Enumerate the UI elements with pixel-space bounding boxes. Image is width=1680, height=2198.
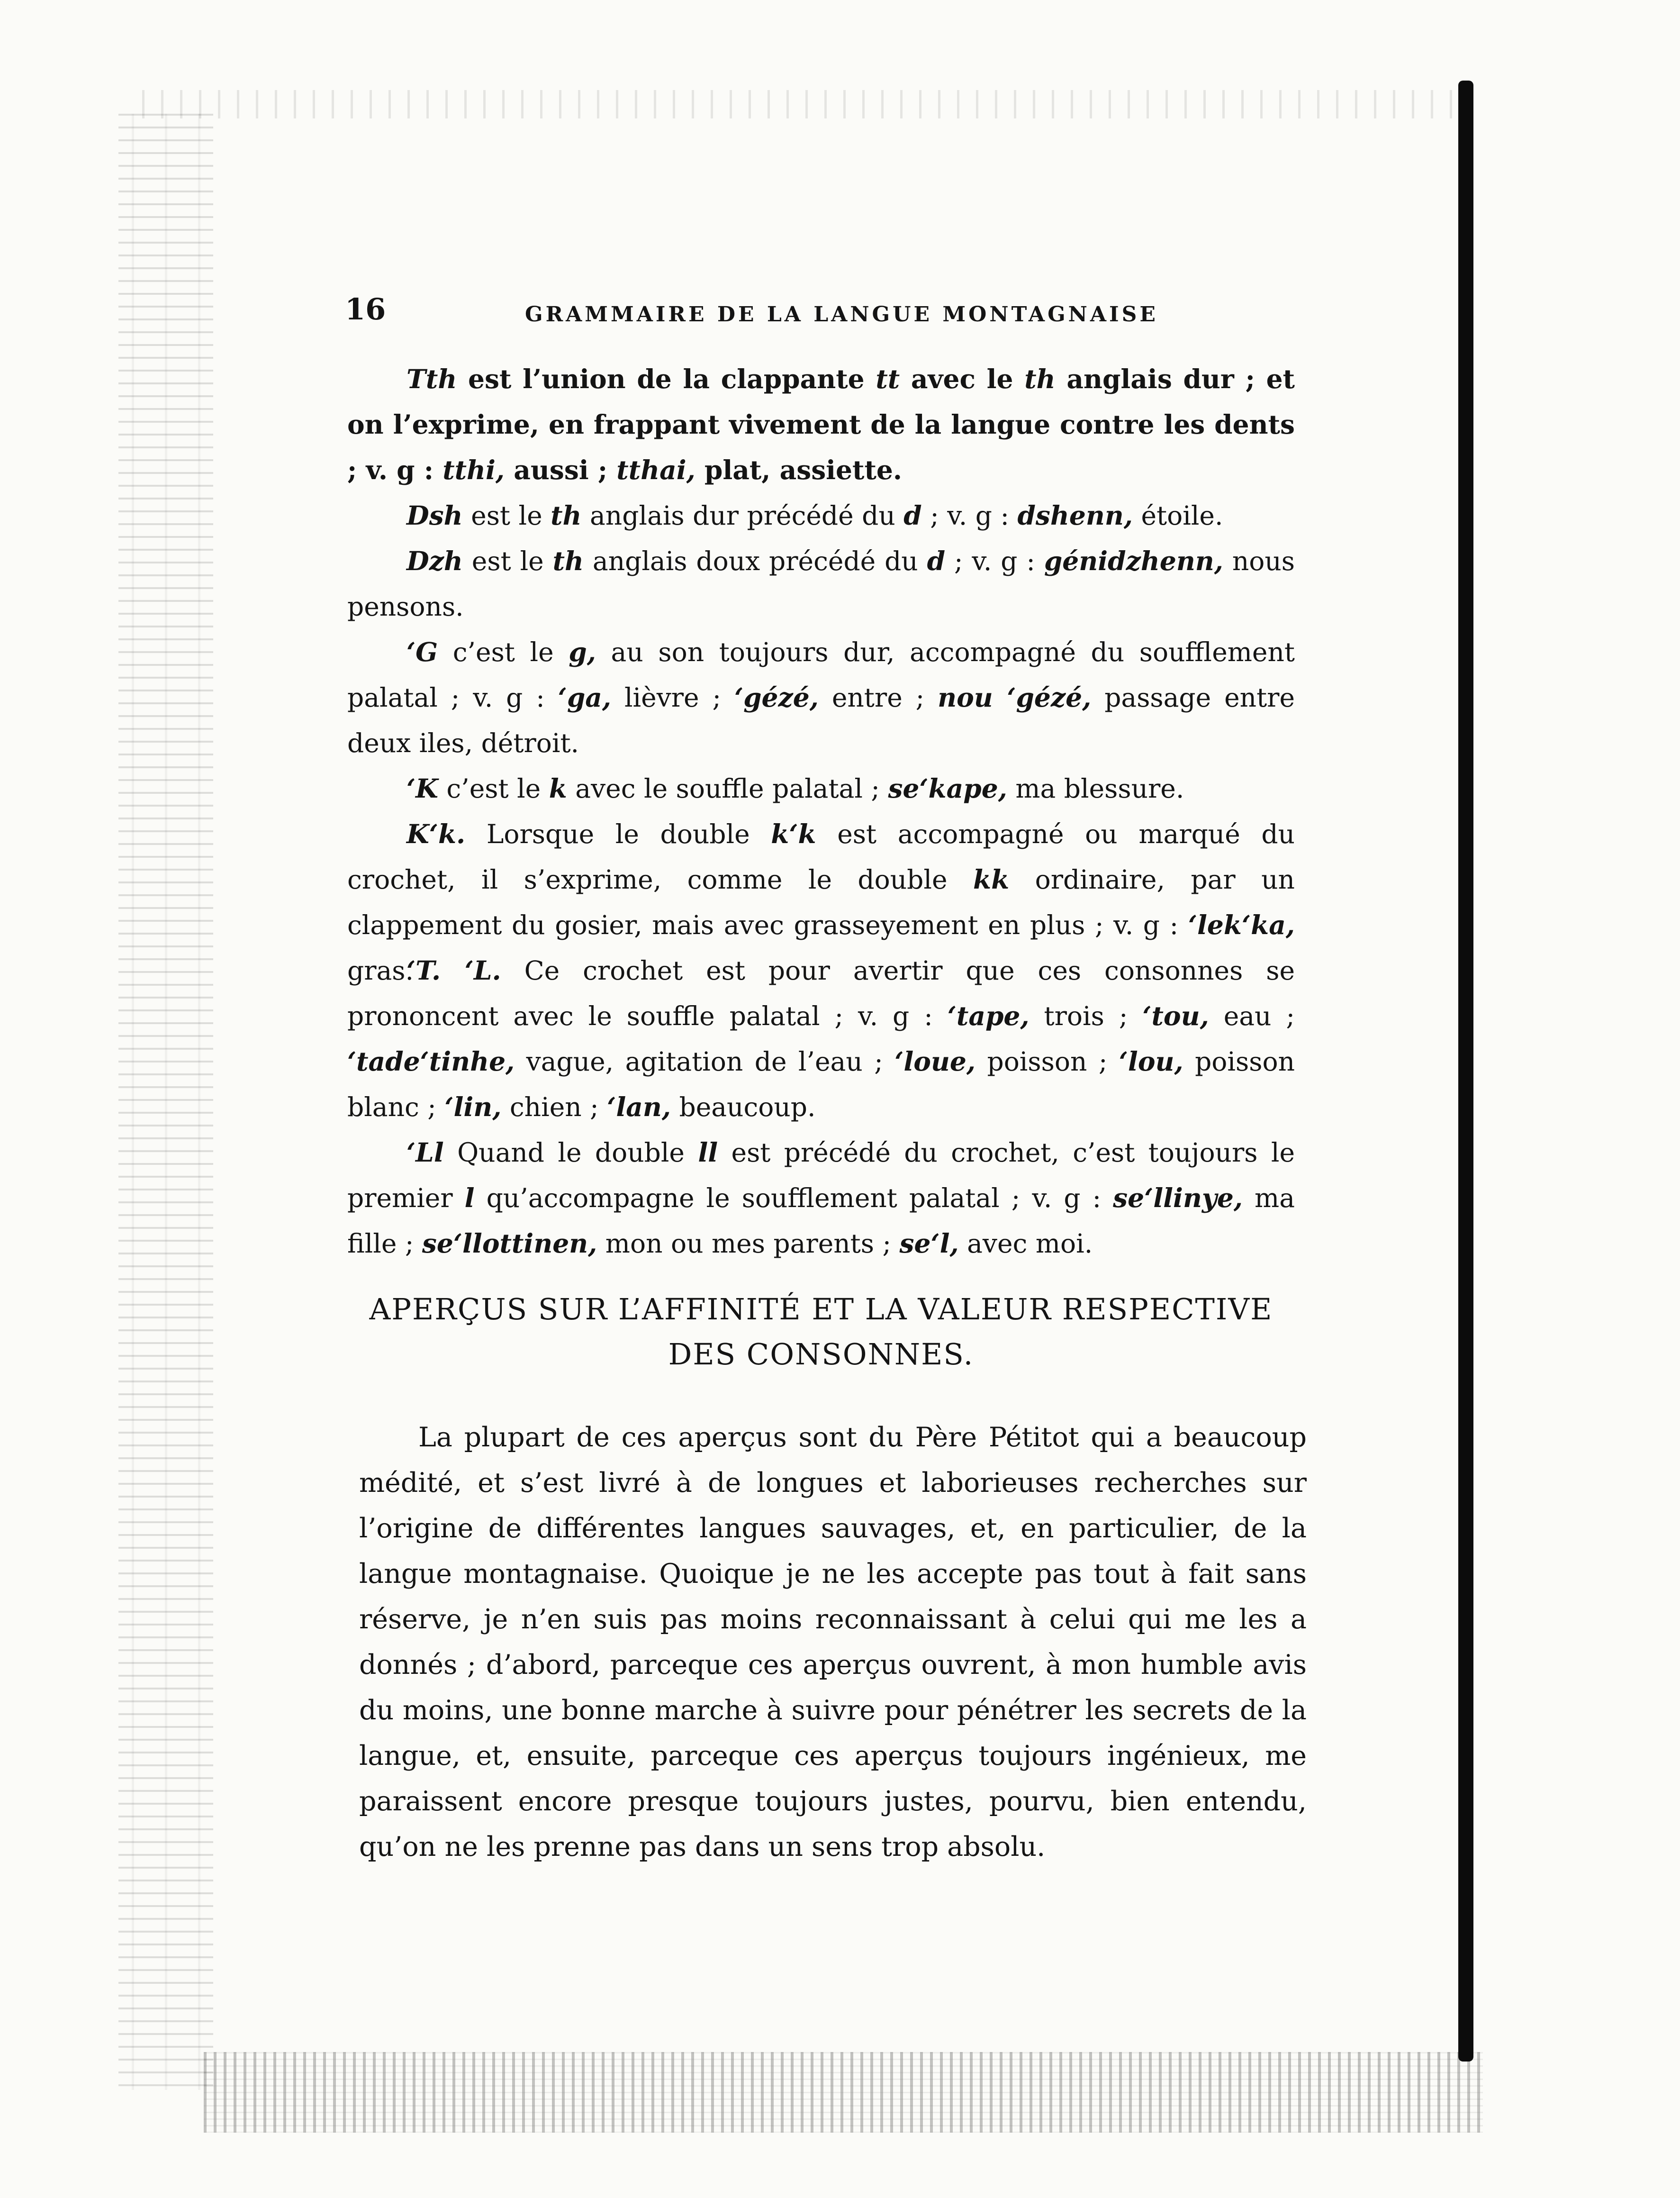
- paragraph-text: qu’accompagne le soufflement palatal ; v. g :: [474, 1183, 1113, 1213]
- example-term: ‘gézé,: [734, 682, 819, 713]
- running-title: GRAMMAIRE DE LA LANGUE MONTAGNAISE: [525, 302, 1158, 327]
- paragraph-dzh: [347, 538, 1295, 629]
- scan-noise-left-margin: [118, 114, 213, 2090]
- paragraph-text: entre ;: [818, 682, 938, 713]
- example-term: ‘loue,: [894, 1046, 976, 1077]
- example-term: th: [1024, 363, 1056, 394]
- paragraph-text: chien ;: [501, 1092, 607, 1122]
- paragraph-text: avec le: [900, 363, 1025, 394]
- example-term: ‘lin,: [444, 1091, 502, 1122]
- paragraph-text: anglais dur précédé du: [581, 500, 904, 531]
- example-term: nou ‘gézé,: [938, 682, 1092, 713]
- example-term: g,: [569, 636, 596, 667]
- example-term: ‘tape,: [947, 1000, 1030, 1031]
- paragraph-text: avec le souffle palatal ;: [567, 773, 888, 804]
- paragraph-text: c’est le: [438, 637, 569, 667]
- paragraph-text: ordinaire, par un clappement du gosier, mais avec grasseyement en plus ; v. g :: [347, 864, 1295, 940]
- example-term: kk: [973, 864, 1010, 895]
- example-term: Dzh: [406, 545, 463, 576]
- example-term: se‘kape,: [888, 773, 1007, 804]
- section-heading: [347, 1287, 1295, 1377]
- paragraph-text: passage entre deux iles, détroit.: [347, 682, 1295, 758]
- example-term: Dsh: [406, 500, 463, 531]
- example-term: k‘k: [771, 818, 816, 849]
- example-term: d: [927, 545, 946, 576]
- example-term: ‘T. ‘L.: [406, 955, 501, 986]
- paragraph-text: est le: [462, 546, 553, 576]
- paragraph-ll: [347, 1130, 1295, 1266]
- paragraph-text: poisson blanc ;: [347, 1046, 1295, 1122]
- paragraph-text: ma fille ;: [347, 1183, 1295, 1259]
- paragraph-dsh: [347, 493, 1295, 538]
- example-term: k: [549, 773, 567, 804]
- example-term: ‘K: [406, 773, 438, 804]
- paragraph-text: aussi ;: [505, 454, 617, 485]
- paragraph-text: ma blessure.: [1007, 773, 1184, 804]
- paragraph-text: anglais dur ; et on l’exprime, en frappant vivement de la langue contre les dents ; v. g :: [347, 363, 1295, 485]
- paragraph-text: Quand le double: [443, 1137, 698, 1168]
- paragraph-text: plat, assiette.: [695, 454, 903, 485]
- example-term: ‘lou,: [1119, 1046, 1183, 1077]
- example-term: ‘lan,: [607, 1091, 671, 1122]
- example-term: tthai,: [616, 454, 695, 485]
- scan-noise-bottom-margin: [204, 2052, 1483, 2133]
- example-term: ‘tade‘tinhe,: [347, 1046, 515, 1077]
- example-term: ‘Ll: [406, 1137, 444, 1168]
- paragraph-t-l: [347, 948, 1295, 1130]
- paragraph-text: poisson ;: [975, 1046, 1119, 1077]
- example-term: tt: [876, 363, 900, 394]
- paragraph-text: au son toujours dur, accompagné du soufflement palatal ; v. g :: [347, 637, 1295, 713]
- example-term: ‘G: [406, 636, 438, 667]
- paragraph-text: c’est le: [438, 773, 549, 804]
- example-term: se‘llottinen,: [422, 1228, 597, 1259]
- paragraph-text: nous pensons.: [347, 546, 1295, 622]
- paragraph-text: lièvre ;: [611, 682, 734, 713]
- paragraph-text: ; v. g :: [921, 500, 1018, 531]
- example-term: se‘l,: [899, 1228, 959, 1259]
- paragraph-text: beaucoup.: [671, 1092, 816, 1122]
- book-spine-shadow: [1458, 81, 1473, 2062]
- paragraph-g: [347, 629, 1295, 766]
- example-term: ‘lek‘ka,: [1188, 909, 1295, 940]
- paragraph-text: gras.: [347, 955, 414, 986]
- paragraph-text: Lorsque le double: [465, 819, 771, 849]
- example-term: ll: [698, 1137, 718, 1168]
- paragraph-text: étoile.: [1133, 500, 1223, 531]
- example-term: d: [903, 500, 922, 531]
- example-term: ‘ga,: [558, 682, 612, 713]
- paragraph-text: est précédé du crochet, c’est toujours le premier: [347, 1137, 1295, 1213]
- example-term: ‘tou,: [1142, 1000, 1209, 1031]
- example-term: th: [551, 500, 582, 531]
- paragraph-k: [347, 766, 1295, 811]
- paragraph-text: Ce crochet est pour avertir que ces consonnes se prononcent avec le souffle palatal ; v. g :: [347, 955, 1295, 1031]
- scan-noise-top: [142, 90, 1469, 118]
- paragraph-text: mon ou mes parents ;: [597, 1228, 900, 1259]
- example-term: l: [464, 1182, 475, 1213]
- paragraph-text: eau ;: [1209, 1001, 1295, 1031]
- paragraph-aperçus: La plupart de ces aperçus sont du Père Pétitot qui a beaucoup médité, et s’est livré à de longues et laborieuses recherches sur l’origine de différentes langues sauvages, et, en particulier, de la langue montagnaise. Quoique je ne les accepte pas tout à fait sans réserve, je n’en suis pas moins reconnaissant à celui qui me les a donnés ; d’abord, parceque ces aperçus ouvrent, à mon humble avis du moins, une bonne marche à suivre pour pénétrer les secrets de la langue, et, ensuite, parceque ces aperçus toujours ingénieux, me paraissent encore presque toujours justes, pourvu, bien entendu, qu’on ne les prenne pas dans un sens trop absolu.: [359, 1422, 1307, 1862]
- paragraph-text: est le: [462, 500, 551, 531]
- example-term: tthi,: [443, 454, 505, 485]
- example-term: dshenn,: [1017, 500, 1133, 531]
- example-term: se‘llinye,: [1113, 1182, 1243, 1213]
- page-number: 16: [345, 292, 386, 327]
- paragraph-text: avec moi.: [958, 1228, 1093, 1259]
- example-term: Tth: [406, 363, 457, 394]
- paragraph-text: est l’union de la clappante: [457, 363, 876, 394]
- example-term: K‘k.: [406, 818, 466, 849]
- example-term: th: [552, 545, 584, 576]
- paragraph-text: ; v. g :: [945, 546, 1044, 576]
- section-heading-line-1: APERÇUS SUR L’AFFINITÉ ET LA VALEUR RESPECTIVE: [369, 1292, 1273, 1326]
- paragraph-text: trois ;: [1029, 1001, 1143, 1031]
- example-term: génidzhenn,: [1044, 545, 1223, 576]
- paragraph-text: anglais doux précédé du: [584, 546, 927, 576]
- section-heading-line-2: DES CONSONNES.: [668, 1337, 974, 1371]
- paragraph-tth: [347, 356, 1295, 493]
- paragraph-text: vague, agitation de l’eau ;: [515, 1046, 895, 1077]
- paragraph-text: est accompagné ou marqué du crochet, il s’exprime, comme le double: [347, 819, 1295, 895]
